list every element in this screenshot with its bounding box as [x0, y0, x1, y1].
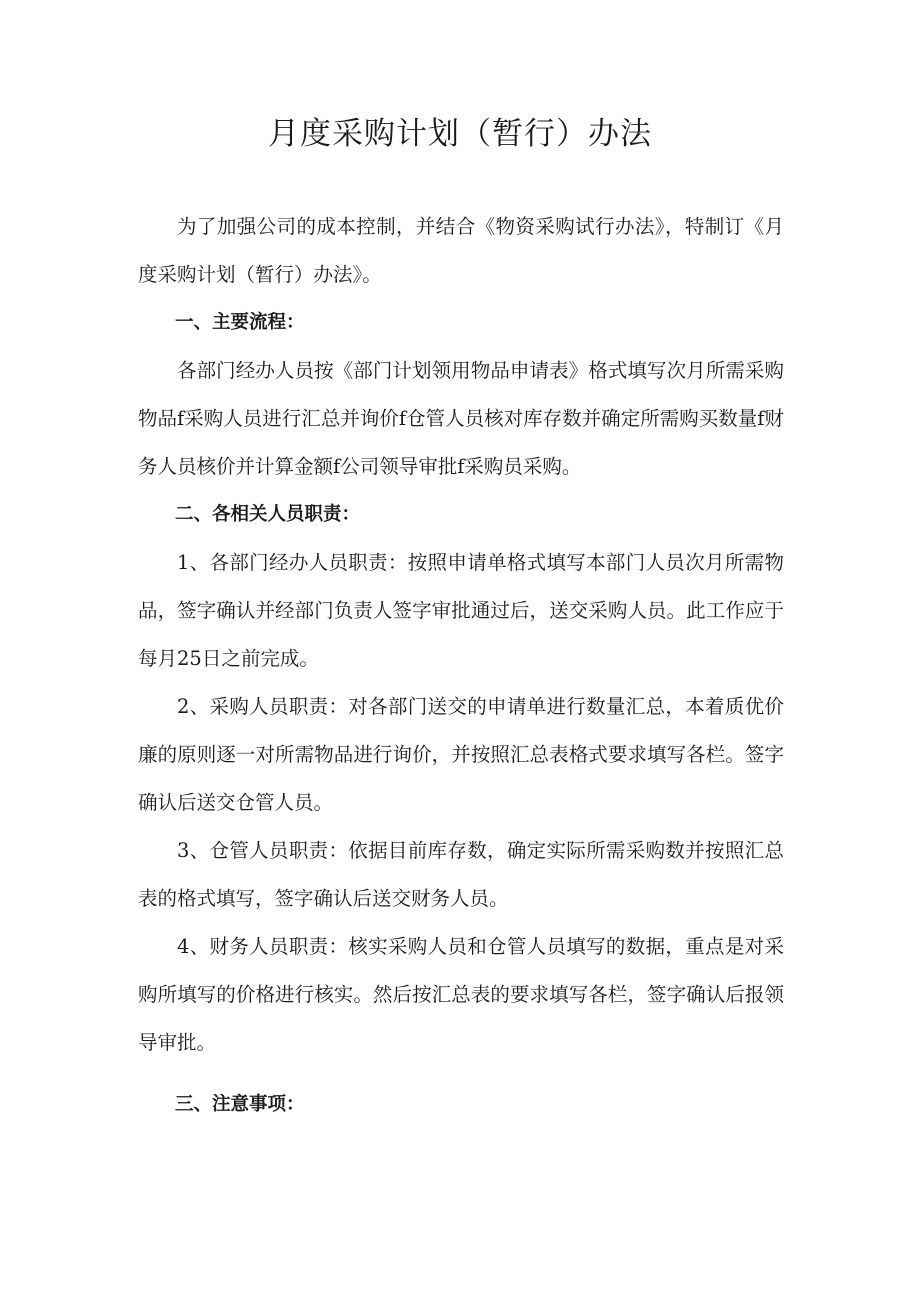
section-3-heading: 三、注意事项：: [175, 1094, 305, 1115]
document-title: 月度采购计划（暂行）办法: [268, 116, 652, 152]
duty-item-2: 2、采购人员职责：对各部门送交的申请单进行数量汇总，本着质优价廉的原则逐一对所需物品进行询价，并按照汇总表格式要求填写各栏。签字确认后送交仓管人员。: [138, 695, 784, 814]
document-body: [138, 203, 784, 1129]
section-2-heading: 二、各相关人员职责：: [175, 504, 361, 525]
duty-item-3: 3、仓管人员职责：依据目前库存数，确定实际所需采购数并按照汇总表的格式填写，签字确认后送交财务人员。: [138, 839, 784, 910]
intro-paragraph: 为了加强公司的成本控制，并结合《物资采购试行办法》，特制订《月度采购计划（暂行）办法》。: [138, 215, 784, 286]
section-1-text: 各部门经办人员按《部门计划领用物品申请表》格式填写次月所需采购物品f采购人员进行汇总并询价f仓管人员核对库存数并确定所需购买数量f财务人员核价并计算金额f公司领导审批f采购员采购。: [138, 359, 784, 478]
section-1-heading: 一、主要流程：: [175, 312, 305, 333]
duty-item-1: 1、各部门经办人员职责：按照申请单格式填写本部门人员次月所需物品，签字确认并经部门负责人签字审批通过后，送交采购人员。此工作应于每月25日之前完成。: [138, 551, 784, 670]
duty-item-4: 4、财务人员职责：核实采购人员和仓管人员填写的数据，重点是对采购所填写的价格进行核实。然后按汇总表的要求填写各栏，签字确认后报领导审批。: [138, 935, 784, 1054]
